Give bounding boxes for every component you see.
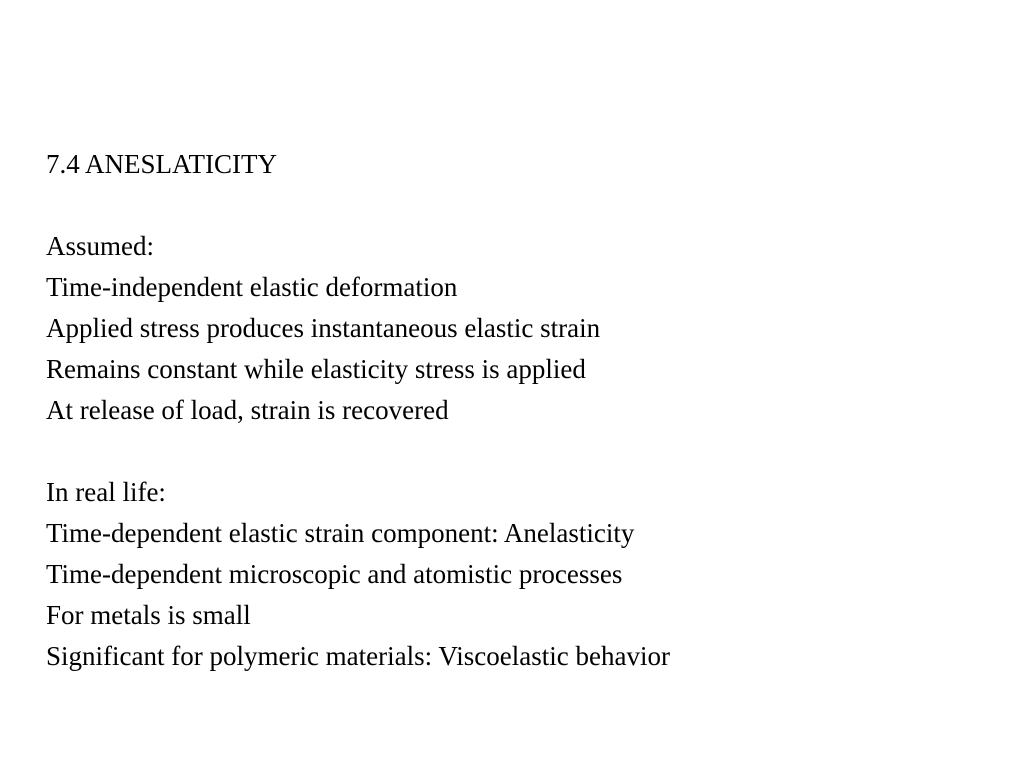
section-heading-real-life: In real life:: [46, 477, 166, 507]
section-heading-assumed: Assumed:: [46, 231, 154, 261]
assumed-line-3: Remains constant while elasticity stress is applied: [46, 354, 586, 384]
real-life-line-4: Significant for polymeric materials: Viscoelastic behavior: [46, 641, 670, 671]
real-life-line-3: For metals is small: [46, 600, 251, 630]
spacer: [46, 185, 670, 226]
real-life-line-1: Time-dependent elastic strain component: Anelasticity: [46, 518, 635, 548]
slide-title: 7.4 ANESLATICITY: [46, 149, 277, 179]
slide-content: [46, 144, 670, 677]
assumed-line-2: Applied stress produces instantaneous elastic strain: [46, 313, 601, 343]
real-life-line-2: Time-dependent microscopic and atomistic processes: [46, 559, 623, 589]
assumed-line-4: At release of load, strain is recovered: [46, 395, 449, 425]
assumed-line-1: Time-independent elastic deformation: [46, 272, 458, 302]
spacer: [46, 431, 670, 472]
